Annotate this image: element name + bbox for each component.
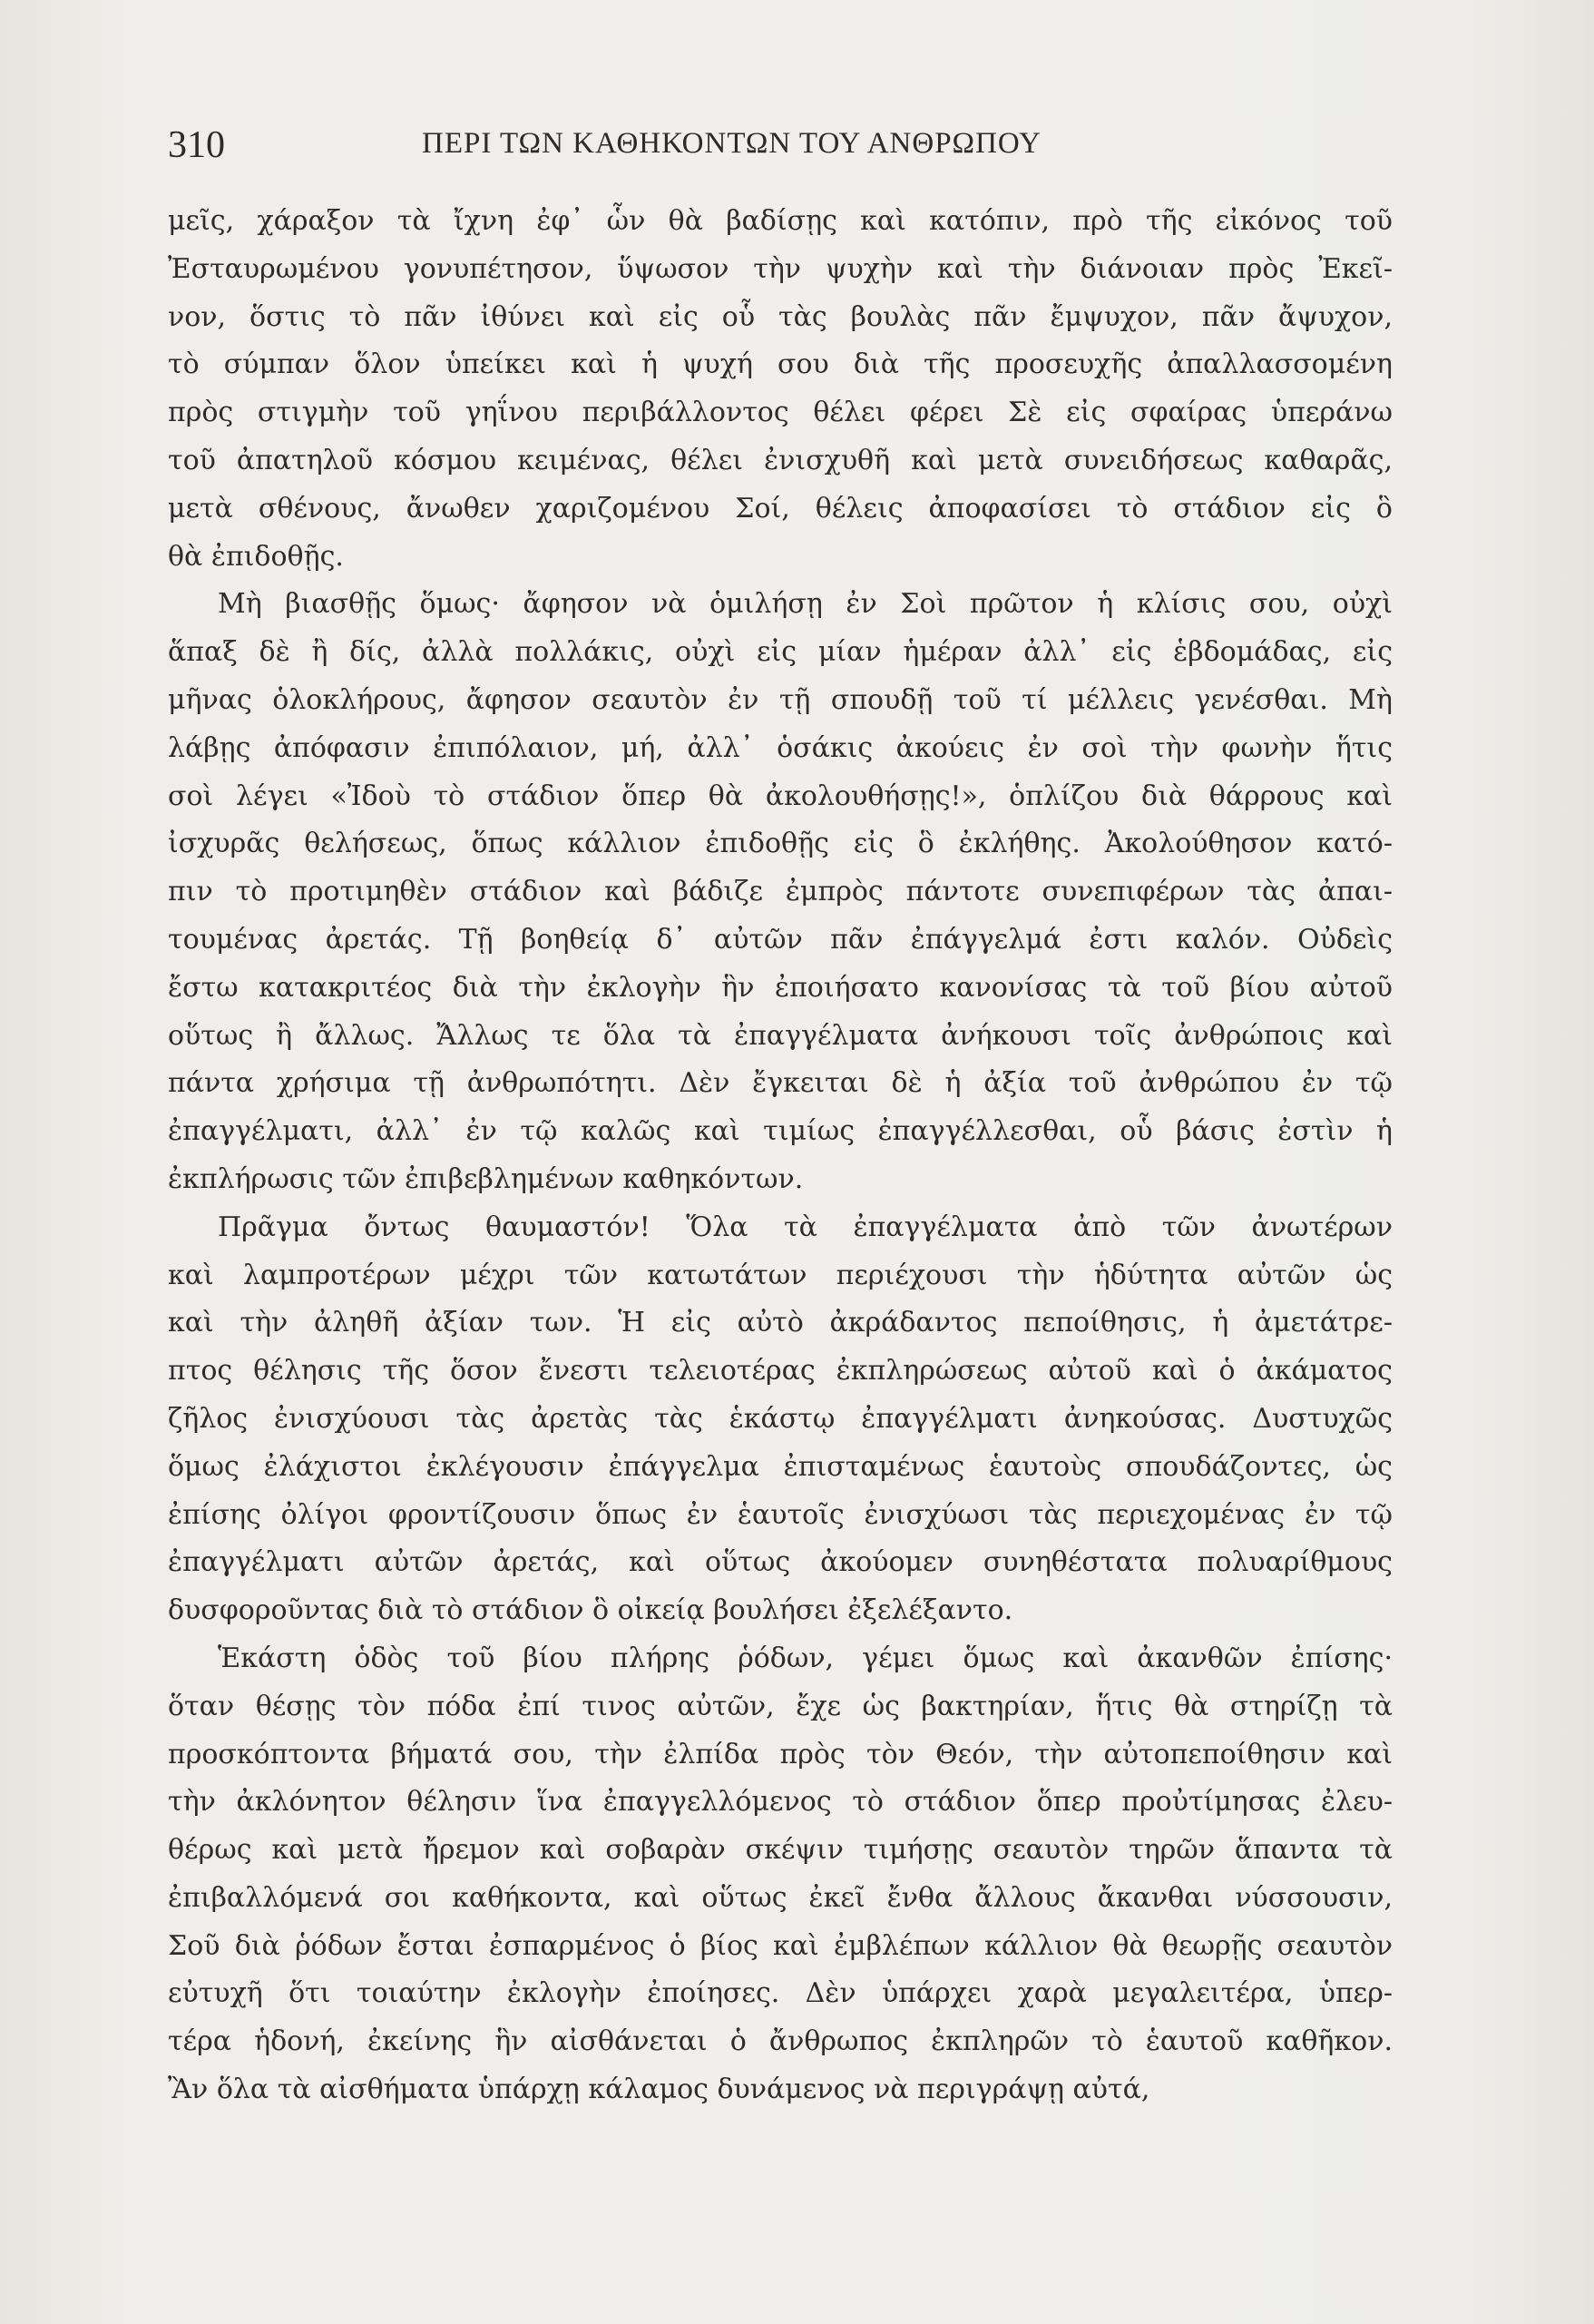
text-line: δυσφοροῦντας διὰ τὸ στάδιον ὃ οἰκείᾳ βουλήσει ἐξελέξαντο.	[168, 1594, 1013, 1627]
text-line: Πρᾶγμα ὄντως θαυμαστόν! Ὅλα τὰ ἐπαγγέλματα ἀπὸ τῶν ἀνωτέρων	[218, 1211, 1393, 1243]
text-line: λάβῃς ἀπόφασιν ἐπιπόλαιον, μή, ἀλλ᾽ ὁσάκις ἀκούεις ἐν σοὶ τὴν φωνὴν ἥτις	[168, 731, 1393, 764]
text-line: Ἂν ὅλα τὰ αἰσθήματα ὑπάρχῃ κάλαμος δυνάμενος νὰ περιγράψῃ αὐτά,	[168, 2074, 1150, 2106]
text-line: θέρως καὶ μετὰ ἤρεμον καὶ σοβαρὰν σκέψιν τιμήσῃς σεαυτὸν τηρῶν ἅπαντα τὰ	[168, 1834, 1393, 1867]
text-line: νον, ὅστις τὸ πᾶν ἰθύνει καὶ εἰς οὗ τὰς βουλὰς πᾶν ἔμψυχον, πᾶν ἄψυχον,	[168, 300, 1393, 333]
paragraph	[168, 198, 1393, 581]
text-line: τέρα ἡδονή, ἐκείνης ἣν αἰσθάνεται ὁ ἄνθρωπος ἐκπληρῶν τὸ ἑαυτοῦ καθῆκον.	[168, 2025, 1393, 2058]
text-line: ἔστω κατακριτέος διὰ τὴν ἐκλογὴν ἣν ἐποιήσατο κανονίσας τὰ τοῦ βίου αὐτοῦ	[168, 971, 1393, 1004]
text-line: προσκόπτοντα βήματά σου, τὴν ἐλπίδα πρὸς τὸν Θεόν, τὴν αὐτοπεποίθησιν καὶ	[168, 1738, 1393, 1770]
text-line: καὶ τὴν ἀληθῆ ἀξίαν των. Ἡ εἰς αὐτὸ ἀκράδαντος πεποίθησις, ἡ ἀμετάτρε-	[168, 1307, 1393, 1339]
text-line: μεῖς, χάραξον τὰ ἴχνη ἐφ᾽ ὧν θὰ βαδίσῃς καὶ κατόπιν, πρὸ τῆς εἰκόνος τοῦ	[168, 205, 1393, 237]
text-line: ἐπαγγέλματι, ἀλλ᾽ ἐν τῷ καλῶς καὶ τιμίως ἐπαγγέλλεσθαι, οὗ βάσις ἐστὶν ἡ	[168, 1115, 1393, 1148]
text-line: ἐπιβαλλόμενά σοι καθήκοντα, καὶ οὕτως ἐκεῖ ἔνθα ἄλλους ἄκανθαι νύσσουσιν,	[168, 1881, 1393, 1914]
text-line: μετὰ σθένους, ἄνωθεν χαριζομένου Σοί, θέλεις ἀποφασίσει τὸ στάδιον εἰς ὃ	[168, 492, 1393, 525]
text-line: ζῆλος ἐνισχύουσι τὰς ἀρετὰς τὰς ἑκάστῳ ἐπαγγέλματι ἀνηκούσας. Δυστυχῶς	[168, 1402, 1393, 1435]
text-line: τὸ σύμπαν ὅλον ὑπείκει καὶ ἡ ψυχή σου διὰ τῆς προσευχῆς ἀπαλλασσομένη	[168, 348, 1393, 381]
text-line: Ἐσταυρωμένου γονυπέτησον, ὕψωσον τὴν ψυχὴν καὶ τὴν διάνοιαν πρὸς Ἐκεῖ-	[168, 252, 1393, 285]
text-line: καὶ λαμπροτέρων μέχρι τῶν κατωτάτων περιέχουσι τὴν ἡδύτητα αὐτῶν ὡς	[168, 1259, 1393, 1291]
paragraph	[168, 581, 1393, 1203]
text-line: ἅπαξ δὲ ἢ δίς, ἀλλὰ πολλάκις, οὐχὶ εἰς μίαν ἡμέραν ἀλλ᾽ εἰς ἑβδομάδας, εἰς	[168, 636, 1393, 669]
text-line: ἐκπλήρωσις τῶν ἐπιβεβλημένων καθηκόντων.	[168, 1162, 804, 1195]
text-line: σοὶ λέγει «Ἰδοὺ τὸ στάδιον ὅπερ θὰ ἀκολουθήσῃς!», ὁπλίζου διὰ θάρρους καὶ	[168, 780, 1393, 812]
text-line: Σοῦ διὰ ῥόδων ἔσται ἐσπαρμένος ὁ βίος καὶ ἐμβλέπων κάλλιον θὰ θεωρῇς σεαυτὸν	[168, 1929, 1393, 1962]
text-line: Μὴ βιασθῇς ὅμως· ἄφησον νὰ ὁμιλήσῃ ἐν Σοὶ πρῶτον ἡ κλίσις σου, οὐχὶ	[218, 588, 1393, 621]
page-header	[168, 123, 1152, 178]
text-line: εὐτυχῆ ὅτι τοιαύτην ἐκλογὴν ἐποίησες. Δὲν ὑπάρχει χαρὰ μεγαλειτέρα, ὑπερ-	[168, 1977, 1393, 2010]
text-line: οὕτως ἢ ἄλλως. Ἄλλως τε ὅλα τὰ ἐπαγγέλματα ἀνήκουσι τοῖς ἀνθρώποις καὶ	[168, 1019, 1393, 1052]
text-line: μῆνας ὁλοκλήρους, ἄφησον σεαυτὸν ἐν τῇ σπουδῇ τοῦ τί μέλλεις γενέσθαι. Μὴ	[168, 683, 1393, 716]
paragraph	[168, 1635, 1393, 2114]
text-line: ἐπίσης ὀλίγοι φροντίζουσιν ὅπως ἐν ἑαυτοῖς ἐνισχύωσι τὰς περιεχομένας ἐν τῷ	[168, 1498, 1393, 1531]
text-line: τουμένας ἀρετάς. Τῇ βοηθείᾳ δ᾽ αὐτῶν πᾶν ἐπάγγελμά ἐστι καλόν. Οὐδεὶς	[168, 923, 1393, 956]
text-line: πτος θέλησις τῆς ὅσον ἔνεστι τελειοτέρας ἐκπληρώσεως αὐτοῦ καὶ ὁ ἀκάματος	[168, 1355, 1393, 1388]
text-line: πάντα χρήσιμα τῇ ἀνθρωπότητι. Δὲν ἔγκειται δὲ ἡ ἀξία τοῦ ἀνθρώπου ἐν τῷ	[168, 1067, 1393, 1100]
page-number: 310	[168, 124, 225, 166]
text-line: Ἑκάστη ὁδὸς τοῦ βίου πλήρης ῥόδων, γέμει ὅμως καὶ ἀκανθῶν ἐπίσης·	[218, 1642, 1393, 1674]
text-line: τὴν ἀκλόνητον θέλησιν ἵνα ἐπαγγελλόμενος τὸ στάδιον ὅπερ προὐτίμησας ἐλευ-	[168, 1786, 1393, 1819]
text-line: ὅμως ἐλάχιστοι ἐκλέγουσιν ἐπάγγελμα ἐπισταμένως ἑαυτοὺς σπουδάζοντες, ὡς	[168, 1450, 1393, 1483]
text-line: πιν τὸ προτιμηθὲν στάδιον καὶ βάδιζε ἐμπρὸς πάντοτε συνεπιφέρων τὰς ἀπαι-	[168, 876, 1393, 908]
paragraph	[168, 1204, 1393, 1635]
text-line: θὰ ἐπιδοθῇς.	[168, 540, 344, 573]
body-text	[168, 198, 1393, 2114]
text-line: ὅταν θέσῃς τὸν πόδα ἐπί τινος αὐτῶν, ἔχε ὡς βακτηρίαν, ἥτις θὰ στηρίζῃ τὰ	[168, 1690, 1393, 1722]
running-head: ΠΕΡΙ ΤΩΝ ΚΑΘΗΚΟΝΤΩΝ ΤΟΥ ΑΝΘΡΩΠΟΥ	[422, 127, 1041, 160]
text-line: τοῦ ἀπατηλοῦ κόσμου κειμένας, θέλει ἐνισχυθῆ καὶ μετὰ συνειδήσεως καθαρᾶς,	[168, 444, 1393, 476]
text-line: πρὸς στιγμὴν τοῦ γηΐνου περιβάλλοντος θέλει φέρει Σὲ εἰς σφαίρας ὑπεράνω	[168, 397, 1393, 429]
text-line: ἰσχυρᾶς θελήσεως, ὅπως κάλλιον ἐπιδοθῇς εἰς ὃ ἐκλήθης. Ἀκολούθησον κατό-	[168, 828, 1393, 860]
text-line: ἐπαγγέλματι αὐτῶν ἀρετάς, καὶ οὕτως ἀκούομεν συνηθέστατα πολυαρίθμους	[168, 1546, 1393, 1579]
